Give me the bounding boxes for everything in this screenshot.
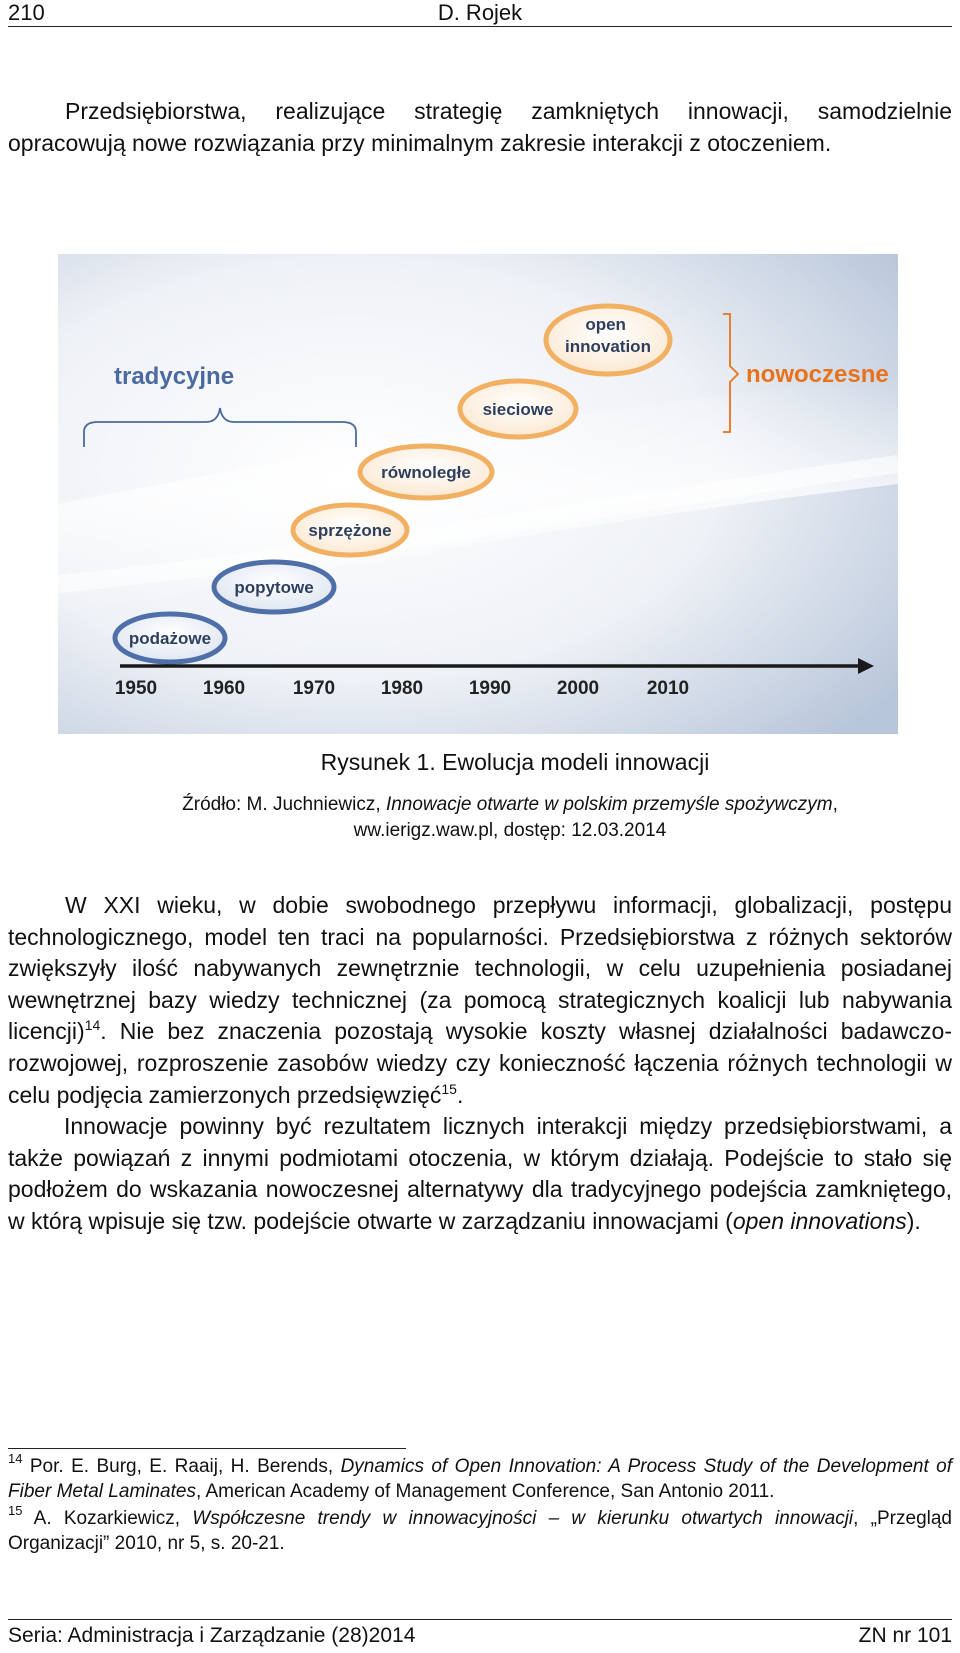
footnote-ref-14[interactable]: 14: [84, 1017, 101, 1034]
label-modern: nowoczesne: [746, 361, 889, 388]
paragraph2-text-3: .: [456, 1081, 464, 1108]
model-sprzezone: [293, 505, 407, 555]
paragraph2-text-2: . Nie bez znaczenia pozostają wysokie koszty własnej działalności badawczo-rozwojowej, rozproszenie zasobów wiedzy czy konieczność łączenia różnych technologii w celu podjęcia zamierzonych przedsięwzięć: [8, 1018, 952, 1108]
footnote-14: [8, 1451, 953, 1504]
source-suffix: ,: [832, 794, 838, 815]
year-label-1980: 1980: [380, 678, 424, 699]
footnote-title: Dynamics of Open Innovation: A Process Study of the Development of Fiber Metal Laminates: [8, 1456, 953, 1502]
model-sieciowe: [460, 381, 576, 437]
figure-caption: Rysunek 1. Ewolucja modeli innowacji: [320, 749, 710, 775]
paragraph3-end: ).: [906, 1207, 921, 1234]
open-innovation-line2: innovation: [565, 337, 651, 356]
footnote-15: [8, 1503, 952, 1556]
model-open-innovation: [546, 306, 670, 374]
paragraph1-text: Przedsiębiorstwa, realizujące strategię zamkniętych innowacji, samodzielnie opracowują nowe rozwiązania przy minimalnym zakresie interakcji z otoczeniem.: [8, 98, 952, 156]
footnote-number: 15: [8, 1503, 23, 1518]
svg-text:podażowe: podażowe: [128, 629, 212, 648]
paragraph3-text: Innowacje powinny być rezultatem licznych interakcji między przedsiębiorstwami, a także powiązań z innymi podmiotami otoczenia, w którym działają. Podejście to stało się podłożem do wskazania nowoczesnej alternatywy dla tradycyjnego podejścia zamkniętego, w którą wpisuje się tzw. podejście otwarte w zarządzaniu innowacjami (: [8, 1113, 952, 1234]
journal-series: Seria: Administracja i Zarządzanie (28)2014: [8, 1624, 416, 1647]
year-label-2000: 2000: [556, 678, 600, 699]
footnote-text: , „Przegląd Organizacji” 2010, nr 5, s. 20-21.: [8, 1508, 952, 1554]
journal-issue: ZN nr 101: [858, 1624, 952, 1647]
year-label-1990: 1990: [468, 678, 512, 699]
svg-text:sprzężone: sprzężone: [308, 521, 392, 540]
year-label-2010: 2010: [646, 678, 690, 699]
open-innovations-term: open innovations: [732, 1207, 907, 1234]
footnote-text: Por. E. Burg, E. Raaij, H. Berends,: [22, 1456, 341, 1477]
source-prefix: Źródło: M. Juchniewicz,: [182, 794, 386, 815]
model-rownolegle: [360, 446, 492, 498]
footnote-separator: [8, 1448, 406, 1449]
page-number: 210: [8, 0, 45, 25]
footnote-text: , American Academy of Management Conference, San Antonio 2011.: [195, 1481, 775, 1502]
source-url: ww.ierigz.waw.pl, dostęp: 12.03.2014: [353, 820, 667, 841]
open-innovation-line1: open: [585, 315, 626, 334]
footnote-title: Współczesne trendy w innowacyjności – w kierunku otwartych innowacji: [192, 1508, 854, 1529]
paragraph-xxi-century: [8, 890, 952, 1238]
year-label-1960: 1960: [202, 678, 246, 699]
figure-source: [8, 792, 952, 844]
year-label-1970: 1970: [292, 678, 336, 699]
footnote-text: A. Kozarkiewicz,: [22, 1508, 193, 1529]
model-podazowe: [115, 614, 225, 662]
paragraph-closed-innovation: [8, 96, 952, 159]
footnote-ref-15[interactable]: 15: [441, 1080, 457, 1097]
paragraph2-text-1: W XXI wieku, w dobie swobodnego przepływu informacji, globalizacji, postępu technologicznego, model ten traci na popularności. Przedsiębiorstwa z różnych sektorów zwiększyły ilość nabywanych zewnętrznie technologii, w celu uzupełnienia posiadanej wewnętrznej bazy wiedzy technicznej (za pomocą strategicznych koalicji lub nabywania licencji): [8, 892, 952, 1045]
model-popytowe: [214, 562, 334, 612]
running-header: [8, 0, 952, 27]
innovation-evolution-figure: [58, 254, 898, 734]
running-author: D. Rojek: [437, 0, 523, 25]
footnote-number: 14: [8, 1451, 23, 1466]
footnotes: [8, 1451, 953, 1558]
svg-text:sieciowe: sieciowe: [482, 400, 554, 419]
label-traditional: tradycyjne: [114, 363, 235, 390]
running-footer: [8, 1619, 952, 1648]
svg-text:równoległe: równoległe: [381, 463, 471, 482]
source-title: Innowacje otwarte w polskim przemyśle spożywczym: [385, 794, 833, 815]
svg-text:popytowe: popytowe: [234, 578, 314, 597]
year-label-1950: 1950: [114, 678, 158, 699]
